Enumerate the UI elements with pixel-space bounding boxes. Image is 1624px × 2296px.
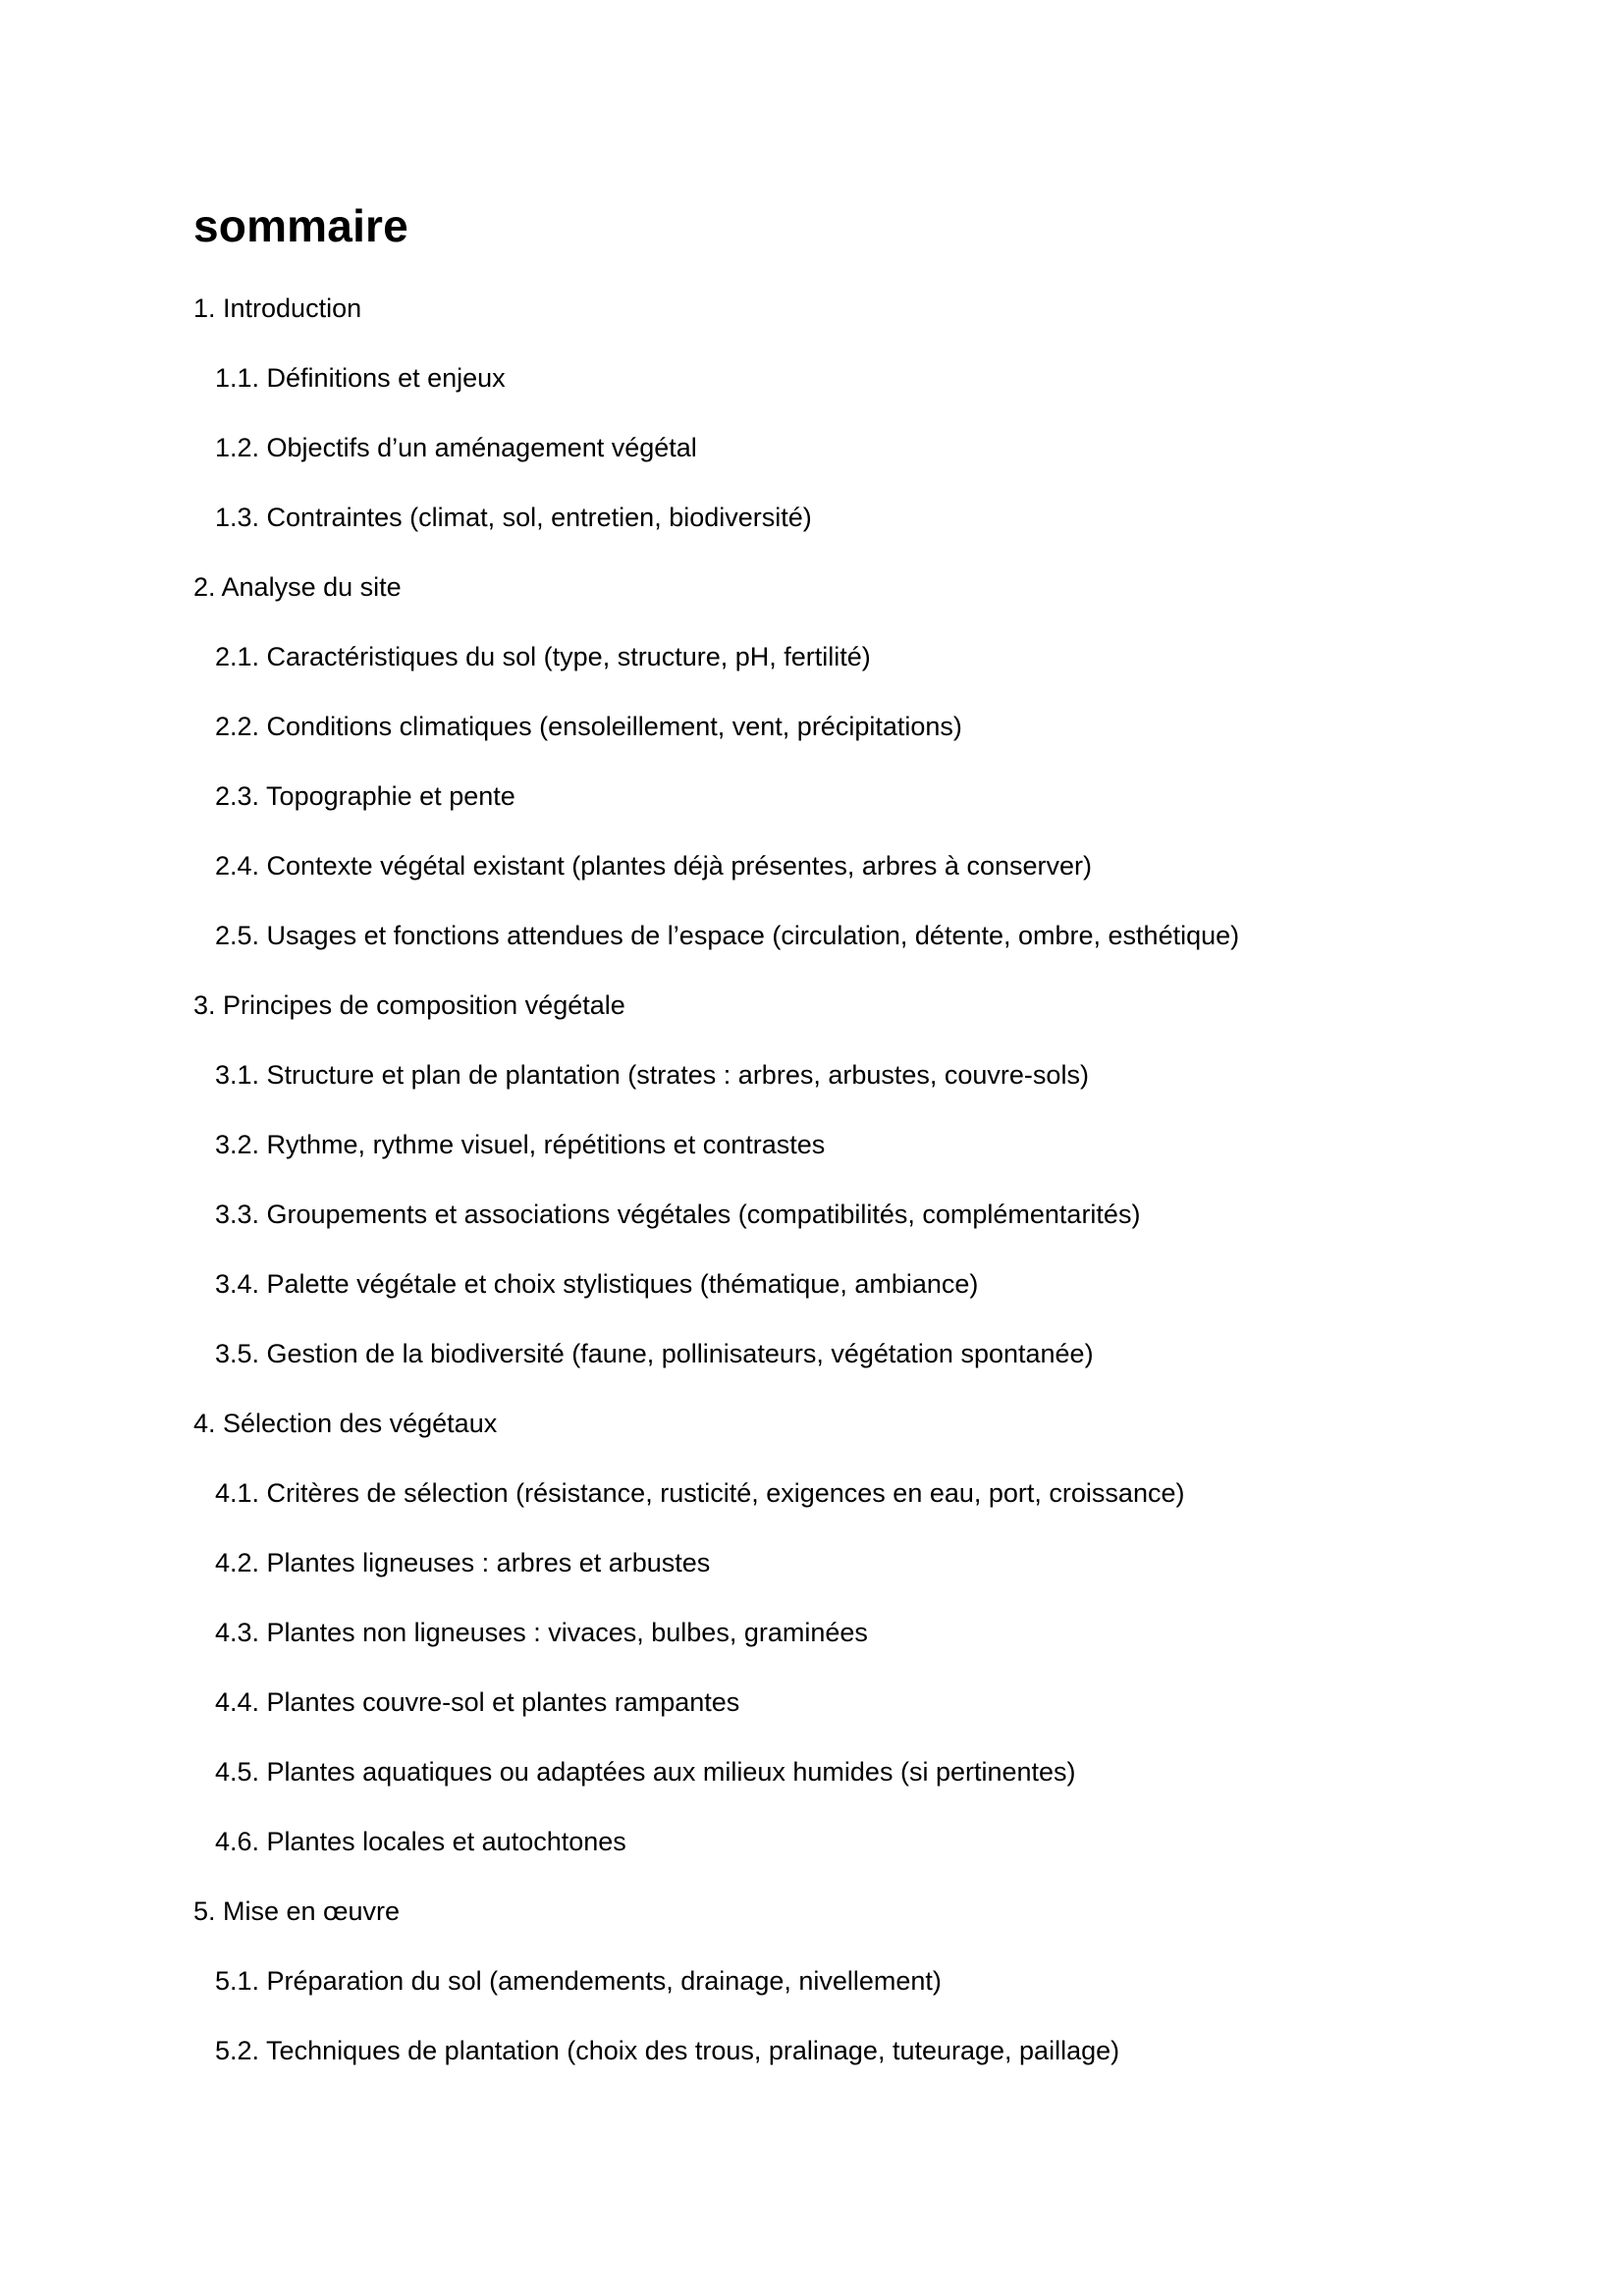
toc-subsection: 1.1. Définitions et enjeux: [215, 363, 506, 393]
toc-subsection: 4.4. Plantes couvre-sol et plantes rampantes: [215, 1687, 740, 1717]
toc-section: 2. Analyse du site: [193, 572, 402, 602]
toc-section: 3. Principes de composition végétale: [193, 990, 625, 1020]
toc-subsection: 4.6. Plantes locales et autochtones: [215, 1827, 626, 1856]
toc-subsection: 5.2. Techniques de plantation (choix des trous, pralinage, tuteurage, paillage): [215, 2036, 1120, 2065]
table-of-contents: [193, 291, 1239, 2103]
toc-subsection: 2.5. Usages et fonctions attendues de l’espace (circulation, détente, ombre, esthétique): [215, 921, 1240, 950]
toc-subsection: 4.3. Plantes non ligneuses : vivaces, bulbes, graminées: [215, 1618, 868, 1647]
toc-subsection: 4.5. Plantes aquatiques ou adaptées aux milieux humides (si pertinentes): [215, 1757, 1076, 1787]
toc-subsection: 2.1. Caractéristiques du sol (type, structure, pH, fertilité): [215, 642, 871, 671]
toc-subsection: 1.2. Objectifs d’un aménagement végétal: [215, 433, 697, 462]
page-title: sommaire: [193, 200, 408, 251]
toc-subsection: 3.1. Structure et plan de plantation (strates : arbres, arbustes, couvre-sols): [215, 1060, 1089, 1090]
toc-subsection: 4.2. Plantes ligneuses : arbres et arbustes: [215, 1548, 711, 1577]
toc-subsection: 3.5. Gestion de la biodiversité (faune, pollinisateurs, végétation spontanée): [215, 1339, 1094, 1368]
toc-subsection: 3.4. Palette végétale et choix stylistiques (thématique, ambiance): [215, 1269, 979, 1299]
toc-section: 5. Mise en œuvre: [193, 1896, 401, 1926]
toc-subsection: 4.1. Critères de sélection (résistance, rusticité, exigences en eau, port, croissance): [215, 1478, 1185, 1508]
toc-section: 4. Sélection des végétaux: [193, 1409, 498, 1438]
toc-subsection: 2.2. Conditions climatiques (ensoleillement, vent, précipitations): [215, 712, 962, 741]
toc-subsection: 1.3. Contraintes (climat, sol, entretien, biodiversité): [215, 503, 812, 532]
toc-subsection: 5.1. Préparation du sol (amendements, drainage, nivellement): [215, 1966, 942, 1996]
toc-subsection: 2.3. Topographie et pente: [215, 781, 515, 811]
toc-subsection: 2.4. Contexte végétal existant (plantes déjà présentes, arbres à conserver): [215, 851, 1092, 881]
toc-section: 1. Introduction: [193, 294, 362, 323]
toc-subsection: 3.3. Groupements et associations végétales (compatibilités, complémentarités): [215, 1200, 1141, 1229]
toc-subsection: 3.2. Rythme, rythme visuel, répétitions et contrastes: [215, 1130, 826, 1159]
